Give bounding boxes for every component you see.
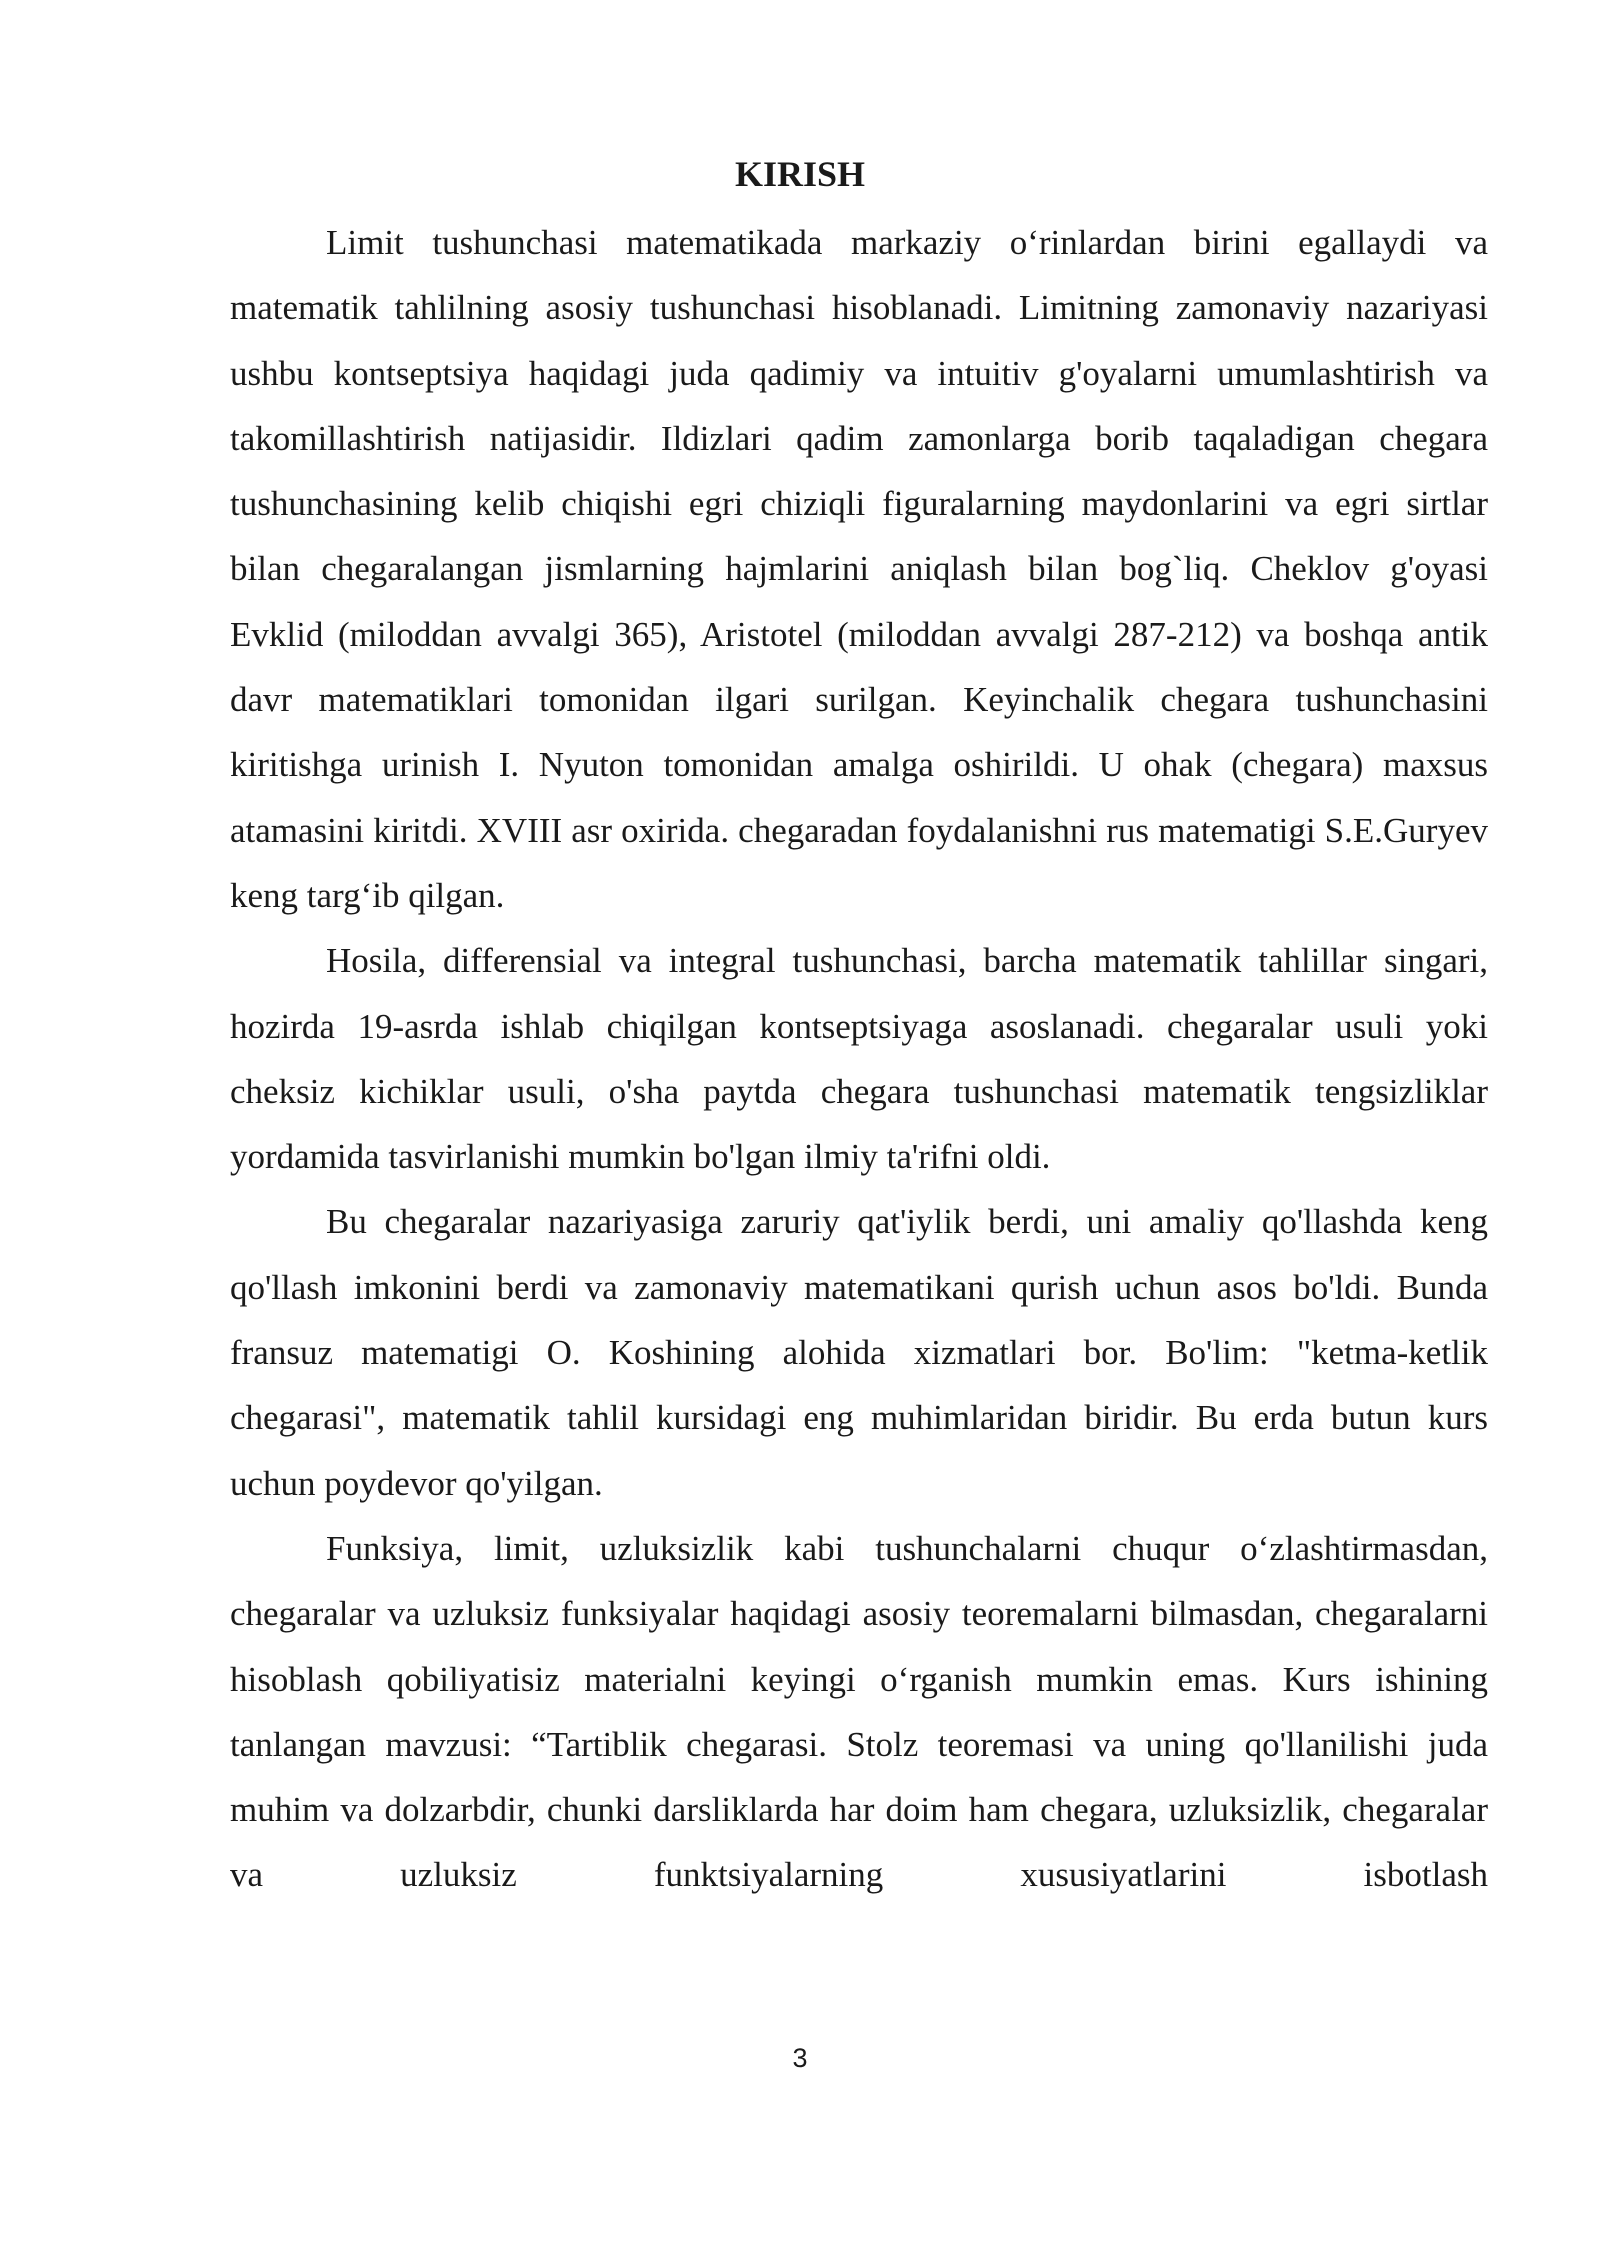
paragraph-4: Funksiya, limit, uzluksizlik kabi tushunchalarni chuqur o‘zlashtirmasdan, chegaralar va uzluksiz funksiyalar haqidagi asosiy teoremalarni bilmasdan, chegaralarni hisoblash qobiliyatisiz materialni keyingi o‘rganish mumkin emas. Kurs ishining tanlangan mavzusi: “Tartiblik chegarasi. Stolz teoremasi va uning qo'llanilishi juda muhim va dolzarbdir, chunki darsliklarda har doim ham chegara, uzluksizlik, chegaralar va uzluksiz funktsiyalarning xususiyatlarini isbotlash xyxy=(230,1528,1488,1895)
page-number: 3 xyxy=(792,2043,808,2073)
paragraph-2: Hosila, differensial va integral tushunchasi, barcha matematik tahlillar singari, hozirda 19-asrda ishlab chiqilgan kontseptsiyaga asoslanadi. chegaralar usuli yoki cheksiz kichiklar usuli, o'sha paytda chegara tushunchasi matematik tengsizliklar yordamida tasvirlanishi mumkin bo'lgan ilmiy ta'rifni oldi. xyxy=(230,941,1488,1177)
body-text xyxy=(230,210,1488,1908)
paragraph-1: Limit tushunchasi matematikada markaziy o‘rinlardan birini egallaydi va matematik tahlilning asosiy tushunchasi hisoblanadi. Limitning zamonaviy nazariyasi ushbu kontseptsiya haqidagi juda qadimiy va intuitiv g'oyalarni umumlashtirish va takomillashtirish natijasidir. Ildizlari qadim zamonlarga borib taqaladigan chegara tushunchasining kelib chiqishi egri chiziqli figuralarning maydonlarini va egri sirtlar bilan chegaralangan jismlarning hajmlarini aniqlash bilan bog`liq. Cheklov g'oyasi Evklid (miloddan avvalgi 365), Aristotel (miloddan avvalgi 287-212) va boshqa antik davr matematiklari tomonidan ilgari surilgan. Keyinchalik chegara tushunchasini kiritishga urinish I. Nyuton tomonidan amalga oshirildi. U ohak (chegara) maxsus atamasini kiritdi. XVIII asr oxirida. chegaradan foydalanishni rus matematigi S.E.Guryev keng targ‘ib qilgan. xyxy=(230,223,1488,915)
section-heading: KIRISH xyxy=(734,154,866,194)
paragraph-3: Bu chegaralar nazariyasiga zaruriy qat'iylik berdi, uni amaliy qo'llashda keng qo'llash imkonini berdi va zamonaviy matematikani qurish uchun asos bo'ldi. Bunda fransuz matematigi O. Koshining alohida xizmatlari bor. Bo'lim: "ketma-ketlik chegarasi", matematik tahlil kursidagi eng muhimlaridan biridir. Bu erda butun kurs uchun poydevor qo'yilgan. xyxy=(230,1202,1488,1503)
